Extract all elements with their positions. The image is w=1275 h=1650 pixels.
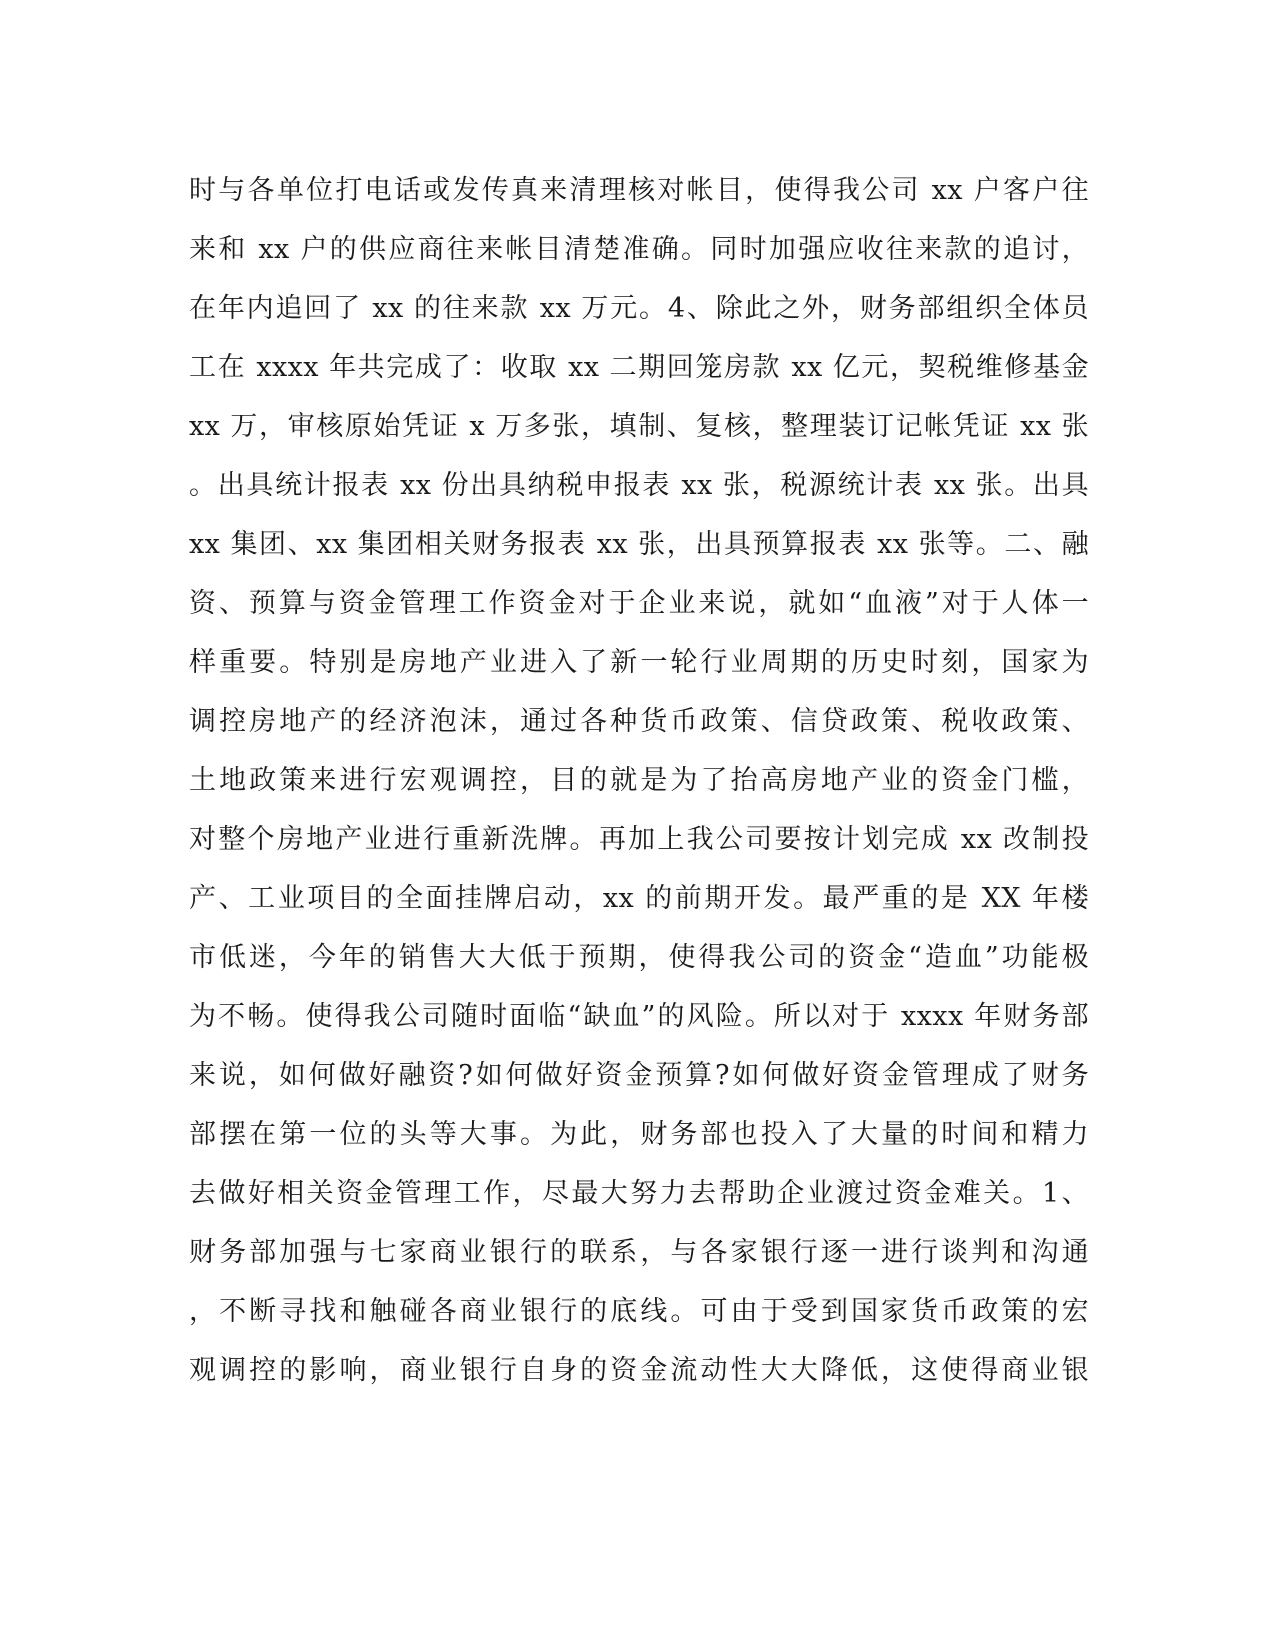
text-line: 财务部加强与七家商业银行的联系，与各家银行逐一进行谈判和沟通 [189, 1237, 1089, 1268]
text-line: 调控房地产的经济泡沫，通过各种货币政策、信贷政策、税收政策、 [189, 706, 1089, 737]
text-line: 时与各单位打电话或发传真来清理核对帐目，使得我公司 xx 户客户往 [189, 175, 1089, 206]
text-line: xx 集团、xx 集团相关财务报表 xx 张，出具预算报表 xx 张等。二、融 [189, 529, 1089, 560]
text-line: 产、工业项目的全面挂牌启动，xx 的前期开发。最严重的是 XX 年楼 [189, 883, 1089, 914]
text-line: 去做好相关资金管理工作，尽最大努力去帮助企业渡过资金难关。1、 [189, 1178, 1089, 1209]
text-line: ，不断寻找和触碰各商业银行的底线。可由于受到国家货币政策的宏 [189, 1296, 1089, 1327]
text-line: xx 万，审核原始凭证 x 万多张，填制、复核，整理装订记帐凭证 xx 张 [189, 411, 1089, 442]
text-line: 来和 xx 户的供应商往来帐目清楚准确。同时加强应收往来款的追讨， [189, 234, 1089, 265]
text-line: 市低迷，今年的销售大大低于预期，使得我公司的资金“造血”功能极 [189, 942, 1089, 973]
text-line: 资、预算与资金管理工作资金对于企业来说，就如“血液”对于人体一 [189, 588, 1089, 619]
text-line: 在年内追回了 xx 的往来款 xx 万元。4、除此之外，财务部组织全体员 [189, 293, 1089, 324]
text-line: 为不畅。使得我公司随时面临“缺血”的风险。所以对于 xxxx 年财务部 [189, 1001, 1089, 1032]
text-line: 样重要。特别是房地产业进入了新一轮行业周期的历史时刻，国家为 [189, 647, 1089, 678]
text-line: 。出具统计报表 xx 份出具纳税申报表 xx 张，税源统计表 xx 张。出具 [189, 470, 1089, 501]
text-line: 来说，如何做好融资?如何做好资金预算?如何做好资金管理成了财务 [189, 1060, 1089, 1091]
text-line: 工在 xxxx 年共完成了：收取 xx 二期回笼房款 xx 亿元，契税维修基金 [189, 352, 1089, 383]
body-text [189, 161, 1089, 1400]
text-line: 对整个房地产业进行重新洗牌。再加上我公司要按计划完成 xx 改制投 [189, 824, 1089, 855]
text-line: 部摆在第一位的头等大事。为此，财务部也投入了大量的时间和精力 [189, 1119, 1089, 1150]
text-line: 观调控的影响，商业银行自身的资金流动性大大降低，这使得商业银 [189, 1355, 1089, 1386]
text-line: 土地政策来进行宏观调控，目的就是为了抬高房地产业的资金门槛， [189, 765, 1089, 796]
